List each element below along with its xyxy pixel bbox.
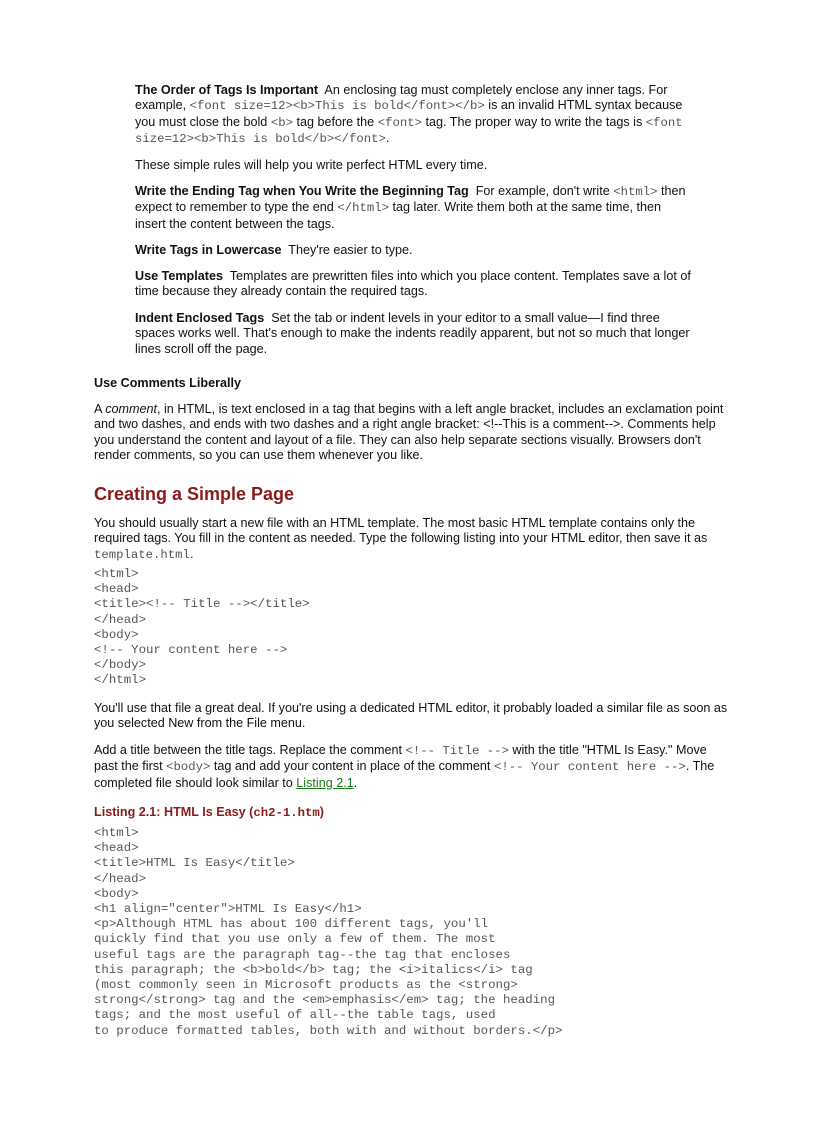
- listing-code-block: <html> <head> <title>HTML Is Easy</title> </head> <body> <h1 align="center">HTML Is Easy</h1> <p>Although HTML has about 100 different tags, you'll quickly find that you use only a few of them. The most useful tags are the paragraph tag--the tag that encloses this paragraph; the <b>bold</b> tag; the <i>italics</i> tag (most commonly seen in Microsoft products as the <strong> strong</strong> tag and the <em>emphasis</em> tag; the heading tags; and the most useful of all--the table tags, used to produce formatted tables, both with and without borders.</p>: [94, 826, 563, 1038]
- rules-summary: These simple rules will help you write perfect HTML every time.: [135, 158, 488, 172]
- para-text: .: [353, 775, 358, 790]
- listing-caption: [94, 805, 324, 820]
- section-heading: Creating a Simple Page: [94, 484, 295, 504]
- comments-paragraph: [94, 402, 734, 463]
- rule-text: tag. The proper way to write the tags is: [421, 114, 646, 129]
- comments-title: [94, 376, 734, 391]
- rule-text: .: [385, 130, 390, 145]
- rule-title: Indent Enclosed Tags: [135, 311, 265, 325]
- add-title-paragraph: [94, 743, 734, 791]
- rule-text: An enclosing tag must completely enclose any inner tags. For example,: [135, 83, 668, 113]
- para-text: , in HTML, is text enclosed in a tag that begins with a left angle bracket, includes an exclamation point and two dashes, and ends with two dashes and a right angle bracket: <!--This is a comment-->. Comments help you understand the content and layout of a file. They can also help separate sections visually. Browsers don't render comments, so you can use them whenever you like.: [94, 402, 724, 462]
- rule-order-of-tags: [135, 83, 695, 147]
- rule-text: Templates are prewritten files into which you place content. Templates save a lot of time because they already contain the required tags.: [135, 269, 691, 299]
- caption-text: ): [319, 805, 324, 819]
- comments-title-text: Use Comments Liberally: [94, 376, 241, 390]
- para-text: Add a title between the title tags. Replace the comment: [94, 743, 406, 757]
- para-text: A: [94, 402, 106, 416]
- para-emphasis: comment: [105, 402, 158, 416]
- rule-text: They're easier to type.: [288, 243, 413, 257]
- inline-code: template.html: [94, 547, 190, 562]
- inline-code: <b>: [270, 115, 293, 130]
- rule-title: Use Templates: [135, 269, 223, 283]
- rule-templates: [135, 269, 695, 300]
- inline-code: <body>: [166, 760, 211, 775]
- after-template-paragraph: You'll use that file a great deal. If you're using a dedicated HTML editor, it probably loaded a similar file as soon as you selected New from the File menu.: [94, 701, 728, 731]
- template-code-block: <html> <head> <title><!-- Title --></title> </head> <body> <!-- Your content here --> </body> </html>: [94, 567, 310, 688]
- para-text: tag and add your content in place of the comment: [210, 759, 494, 774]
- rule-text: Set the tab or indent levels in your editor to a small value—I find three spaces works well. That's enough to make the indents readily apparent, but not so much that longer lines scroll off the page.: [135, 311, 690, 356]
- rule-title: The Order of Tags Is Important: [135, 83, 319, 97]
- rule-lowercase: [135, 243, 695, 258]
- para-text: .: [189, 546, 194, 561]
- caption-text: Listing 2.1: HTML Is Easy (: [94, 805, 254, 819]
- rule-text: is an invalid HTML syntax because you must close the bold: [135, 98, 683, 129]
- caption-filename: ch2-1.htm: [253, 806, 320, 820]
- inline-code: </html>: [337, 201, 389, 216]
- rule-title: Write Tags in Lowercase: [135, 243, 282, 257]
- para-text: You should usually start a new file with an HTML template. The most basic HTML template contains only the required tags. You fill in the content as needed. Type the following listing into your HTML editor, then save it as: [94, 516, 708, 546]
- rule-indent: [135, 311, 695, 357]
- rule-title: Write the Ending Tag when You Write the Beginning Tag: [135, 184, 469, 198]
- para-text: . The completed file should look similar to: [94, 759, 715, 790]
- rule-text: tag later. Write them both at the same time, then insert the content between the tags.: [135, 200, 662, 231]
- inline-code: <font>: [377, 115, 422, 130]
- rule-text: tag before the: [292, 114, 378, 129]
- para-text: with the title "HTML Is Easy." Move past the first: [94, 743, 707, 774]
- rule-text: For example, don't write: [475, 184, 614, 198]
- inline-code: <html>: [613, 185, 658, 199]
- inline-code: <font size=12><b>This is bold</font></b>: [189, 99, 485, 114]
- inline-code: <font size=12><b>This is bold</b></font>: [135, 115, 683, 146]
- inline-code: <!-- Your content here -->: [493, 760, 686, 775]
- rule-ending-tag: [135, 184, 695, 232]
- inline-code: <!-- Title -->: [405, 744, 509, 758]
- rule-text: then expect to remember to type the end: [135, 184, 686, 215]
- intro-paragraph: [94, 516, 734, 563]
- listing-link[interactable]: Listing 2.1: [296, 775, 354, 790]
